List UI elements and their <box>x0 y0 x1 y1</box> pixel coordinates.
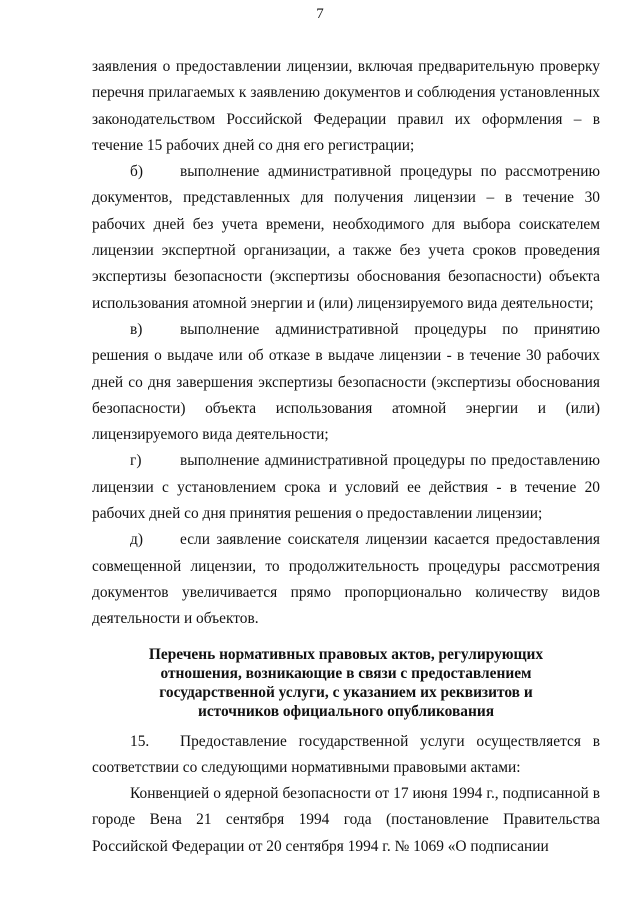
list-item-d <box>92 527 600 632</box>
list-marker-g: г) <box>130 452 142 470</box>
document-body <box>92 54 600 860</box>
list-item-v <box>92 317 600 448</box>
convention-paragraph: Конвенцией о ядерной безопасности от 17 июня 1994 г., подписанной в городе Вена 21 сентября 1994 года (постановление Правительства Российской Федерации от 20 сентября 1994 г. № 1069 «О подписании <box>92 785 600 855</box>
clause-15-text: Предоставление государственной услуги осуществляется в соответствии со следующими нормативными правовыми актами: <box>92 732 600 776</box>
list-text-b: выполнение административной процедуры по рассмотрению документов, представленных для получения лицензии – в течение 30 рабочих дней без учета времени, необходимого для выбора соискателем лицензии экспертной организации, а также без учета сроков проведения экспертизы безопасности (экспертизы обоснования безопасности) объекта использования атомной энергии и (или) лицензируемого вида деятельности; <box>92 163 600 312</box>
paragraph-continuation: заявления о предоставлении лицензии, включая предварительную проверку перечня прилагаемых к заявлению документов и соблюдения установленных законодательством Российской Федерации правил их оформления – в течение 15 рабочих дней со дня его регистрации; <box>92 58 600 154</box>
clause-15-number: 15. <box>130 732 150 750</box>
section-heading: Перечень нормативных правовых актов, регулирующих отношения, возникающие в связи с предоставлением государственной услуги, с указанием их реквизитов и источников официального опубликования <box>148 645 544 720</box>
page-number: 7 <box>316 6 324 22</box>
list-marker-v: в) <box>130 320 143 338</box>
list-item-b <box>92 159 600 317</box>
list-text-d: если заявление соискателя лицензии касается предоставления совмещенной лицензии, то продолжительность процедуры рассмотрения документов увеличивается прямо пропорционально количеству видов деятельности и объектов. <box>92 531 600 628</box>
clause-15 <box>92 729 600 782</box>
list-text-g: выполнение административной процедуры по предоставлению лицензии с установлением срока и условий ее действия - в течение 20 рабочих дней со дня принятия решения о предоставлении лицензии; <box>92 452 600 523</box>
list-marker-b: б) <box>130 163 143 181</box>
list-item-g <box>92 448 600 527</box>
list-marker-d: д) <box>130 531 143 549</box>
list-text-v: выполнение административной процедуры по принятию решения о выдаче или об отказе в выдаче лицензии - в течение 30 рабочих дней со дня завершения экспертизы безопасности (экспертизы обоснования безопасности) объекта использования атомной энергии и (или) лицензируемого вида деятельности; <box>92 320 600 444</box>
